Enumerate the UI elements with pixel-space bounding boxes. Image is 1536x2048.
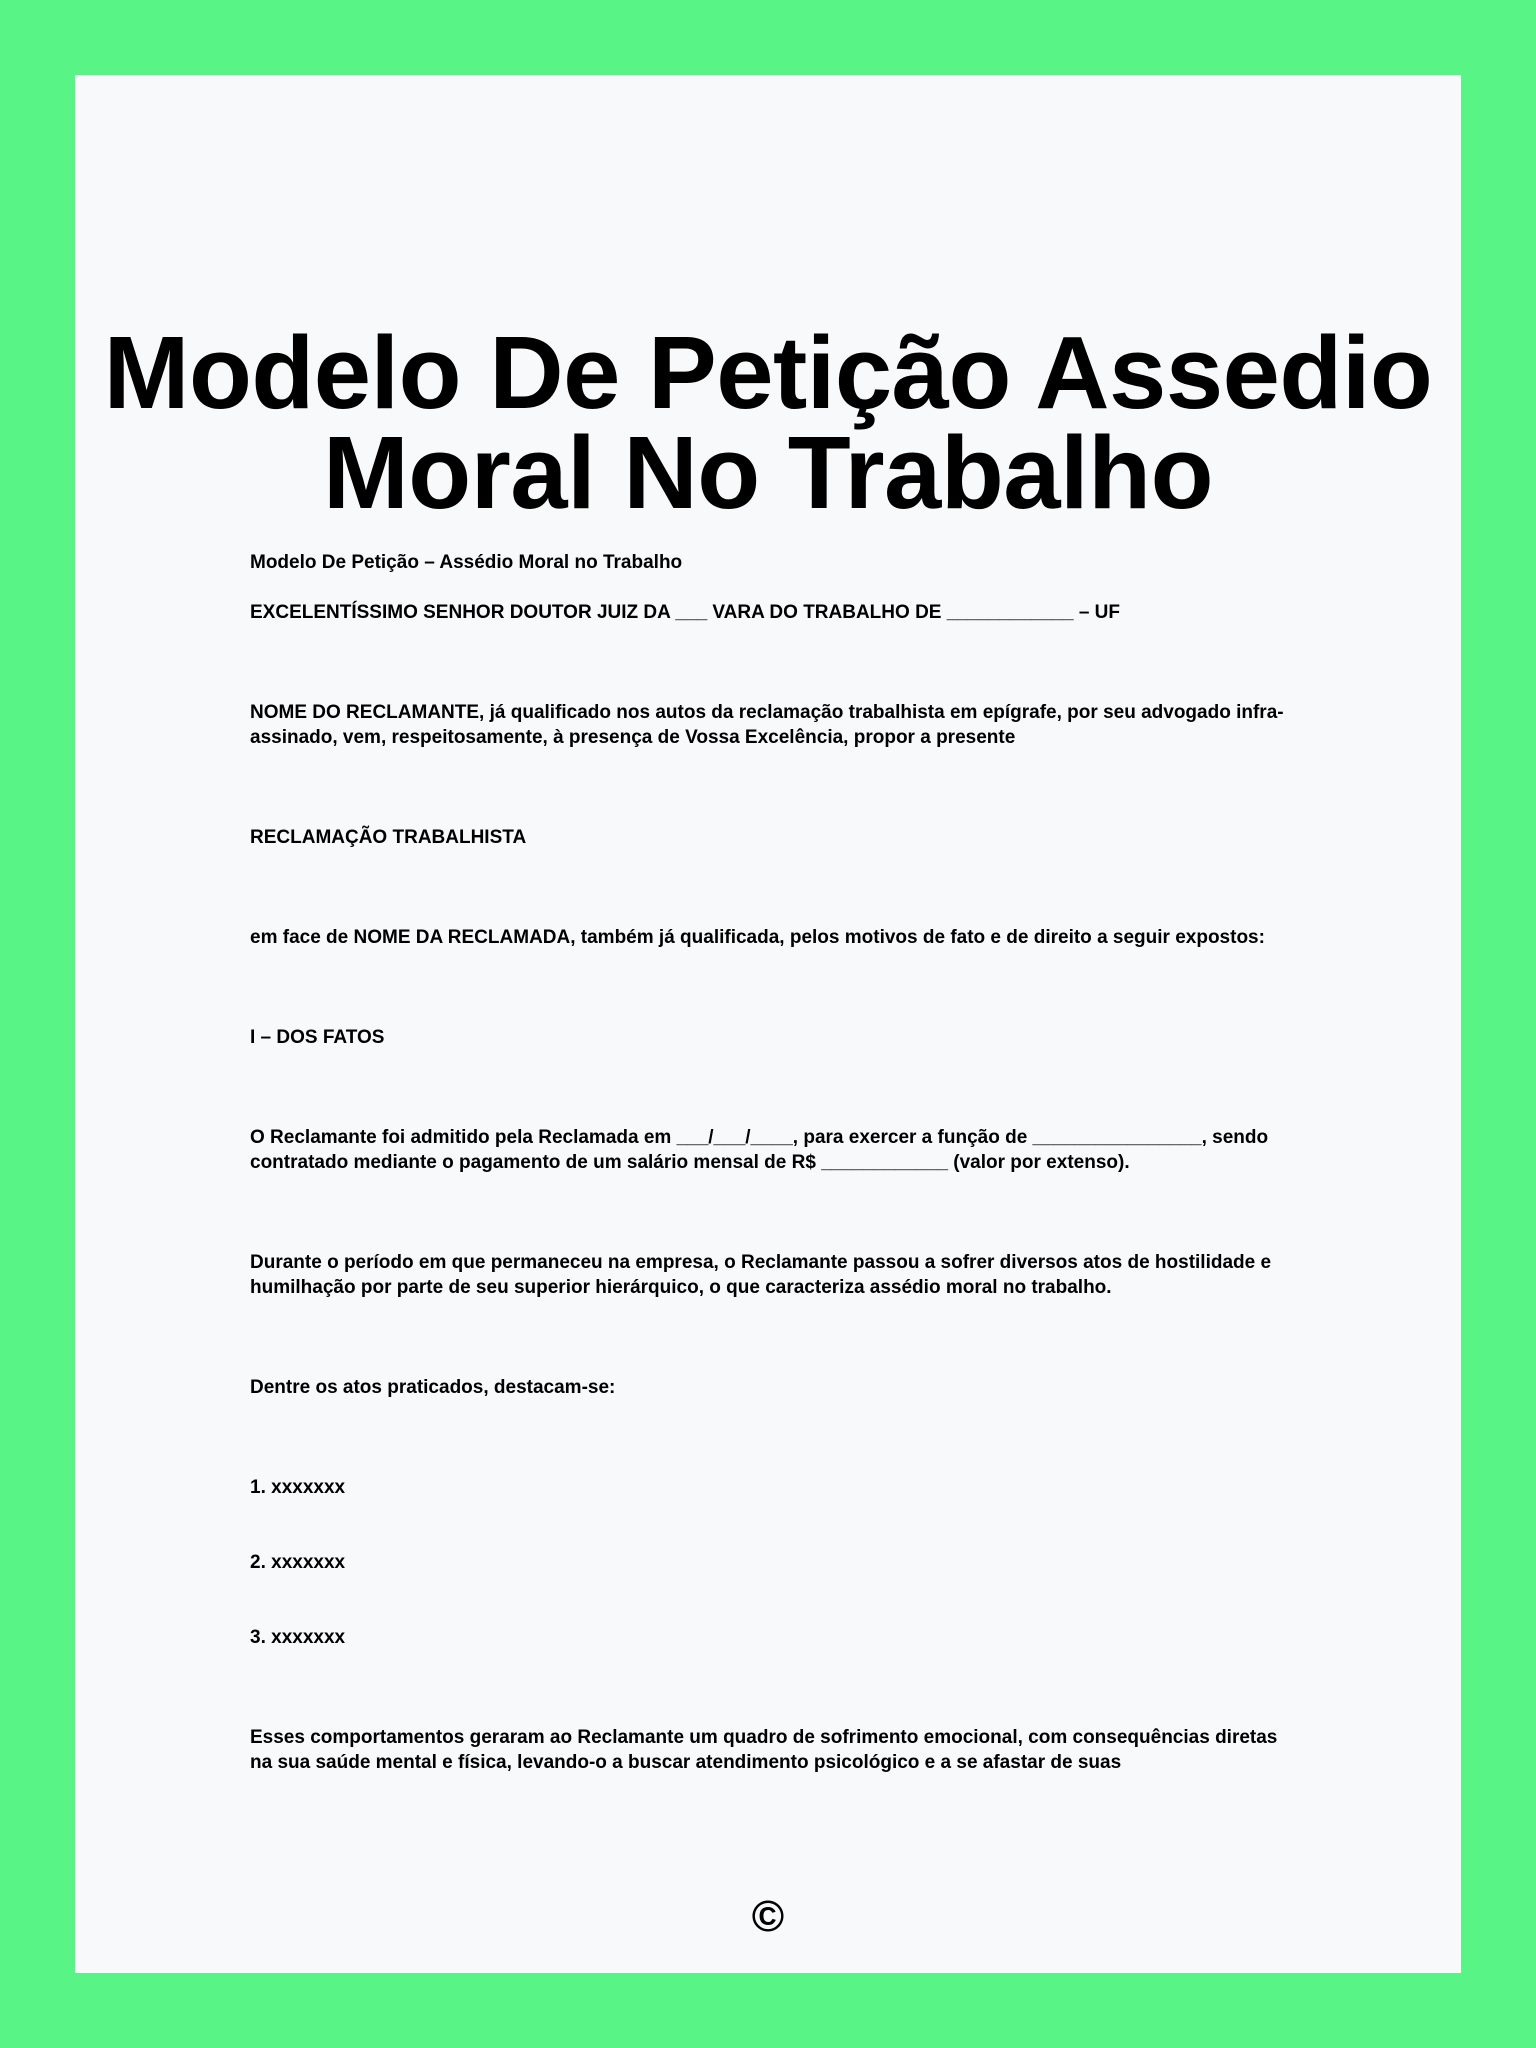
list-item: 3. xxxxxxx [250,1627,346,1648]
list-item: 1. xxxxxxx [250,1477,346,1498]
document-body [250,550,1290,1775]
document-subtitle: Modelo De Petição – Assédio Moral no Trabalho [250,552,683,573]
page-title: Modelo De Petição Assedio Moral No Trabalho [103,315,1433,530]
copyright-icon: © [751,1892,785,1941]
consequences-paragraph: Esses comportamentos geraram ao Reclamante um quadro de sofrimento emocional, com consequências diretas na sua saúde mental e física, levando-o a buscar atendimento psicológico e a se afastar de suas [250,1727,1278,1773]
harassment-paragraph: Durante o período em que permaneceu na empresa, o Reclamante passou a sofrer diversos atos de hostilidade e humilhação por parte de seu superior hierárquico, o que caracteriza assédio moral no trabalho. [250,1252,1272,1298]
document-page [75,75,1461,1973]
section-heading: I – DOS FATOS [250,1027,385,1048]
intro-paragraph: NOME DO RECLAMANTE, já qualificado nos autos da reclamação trabalhista em epígrafe, por seu advogado infra-assinado, vem, respeitosamente, à presença de Vossa Excelência, propor a presente [250,702,1284,748]
addressee-line: EXCELENTÍSSIMO SENHOR DOUTOR JUIZ DA ___ VARA DO TRABALHO DE ____________ – UF [250,602,1120,623]
action-title: RECLAMAÇÃO TRABALHISTA [250,827,527,848]
admission-paragraph: O Reclamante foi admitido pela Reclamada em ___/___/____, para exercer a função de ________________, sendo contratado mediante o pagamento de um salário mensal de R$ ____________ (valor por extenso). [250,1127,1269,1173]
acts-intro: Dentre os atos praticados, destacam-se: [250,1377,616,1398]
against-paragraph: em face de NOME DA RECLAMADA, também já qualificada, pelos motivos de fato e de direito a seguir expostos: [250,927,1265,948]
list-item: 2. xxxxxxx [250,1552,346,1573]
